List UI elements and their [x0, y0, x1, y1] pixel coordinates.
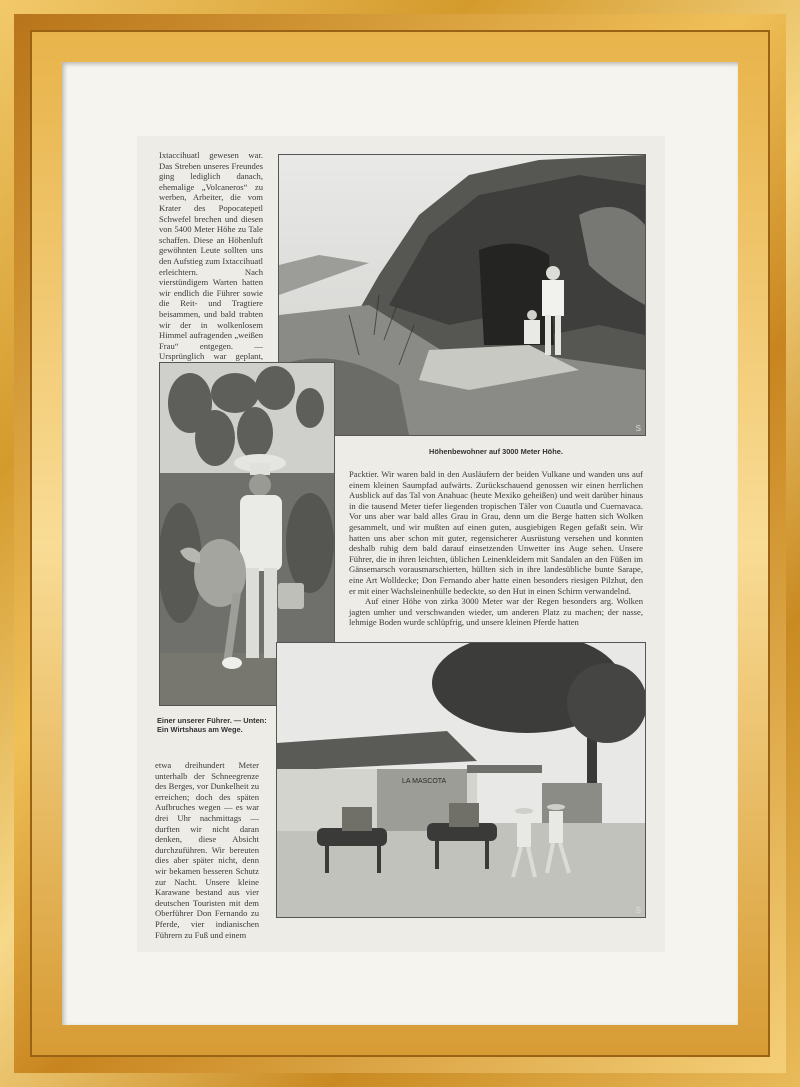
text-main-block-2: Auf einer Höhe von zirka 3000 Meter war der Regen besonders arg. Wolken jagten umher und verschwanden wieder, um anderen Platz zu machen; der nasse, lehmige Boden wurde schlüpfrig, und unsere kleinen Pferde hatten [349, 596, 643, 628]
photo-roadside-inn [276, 642, 646, 918]
caption-cave-dwellers: Höhenbewohner auf 3000 Meter Höhe. [429, 447, 563, 456]
photo-mark: S [635, 424, 641, 433]
inn-sign-text: LA MASCOTA [402, 778, 447, 785]
text-column-bottom-left: etwa dreihundert Meter unterhalb der Schneegrenze des Berges, vor Dunkelheit zu erreichen; doch des späten Aufbruches wegen — es war drei Uhr nachmittags — durften wir nicht daran denken, diese Absicht durchzuführen. Wir bereuten dies aber später nicht, denn wir bekamen besseren Schutz zur Nacht. Unsere kleine Karawane bestand aus vier deutschen Touristen mit dem Oberführer Don Fernando zu Pferde, vier indianischen Führern zu Fuß und einem [155, 760, 259, 940]
caption-guide: Einer unserer Führer. — Unten: Ein Wirtshaus am Wege. [157, 716, 267, 734]
photo-mark: S [635, 906, 641, 915]
text-column-top-left: Ixtaccihuatl gewesen war. Das Streben unseres Freundes ging lediglich danach, ehemalige „Volcaneros“ zu werben, Arbeiter, die vom Krater des Popocatepetl Schwefel brechen und diesen von 5400 Meter Höhe zu Tale schaffen. Diese an Höhenluft gewöhnten Leute sollten uns den Aufstieg zum Ixtaccihuatl erleichtern. Nach vierstündigem Warten hatten wir endlich die Führer sowie die Reit- und Tragtiere beisammen, und bald trabten wir der in wolkenlosem Himmel aufragenden „weißen Frau“ entgegen. — Ursprünglich war geplant, [159, 150, 263, 362]
inn-scene-image [277, 643, 645, 917]
magazine-page [137, 136, 665, 952]
text-main-block-1: Packtier. Wir waren bald in den Ausläufern der beiden Vulkane und wanden uns auf einem kleinen Saumpfad aufwärts. Zurückschauend genossen wir einen herrlichen Ausblick auf das Tal von Anahuac (heute Mexiko geheißen) und weit darüber hinaus in die tausend Meter tiefer liegenden tropischen Täler von Cuautla und Cuernavaca. Vor uns aber war bald alles Grau in Grau, denn um die Berge hatten sich Wolken gesammelt, und wir mußten auf einen guten, ausgiebigen Regen gefaßt sein. Wir hatten uns aber schon mit guter, regensicherer Ausrüstung versehen und konnten deshalb ruhig dem bald darauf einsetzenden Unwetter ins Auge sehen. Unsere Führer, die in ihren leichten, üblichen Leinenkleidern mit Sandalen an den Füßen im Gänsemarsch vorausmarschierten, hüllten sich in ihre landesübliche bunte Sarape, eine Art Wolldecke; Don Fernando aber hatte einen besonders riesigen Pilzhut, den er mit einer Wachsleinenhülle bedeckte, so den Hut in einen Schirm verwandelnd. [349, 469, 643, 596]
